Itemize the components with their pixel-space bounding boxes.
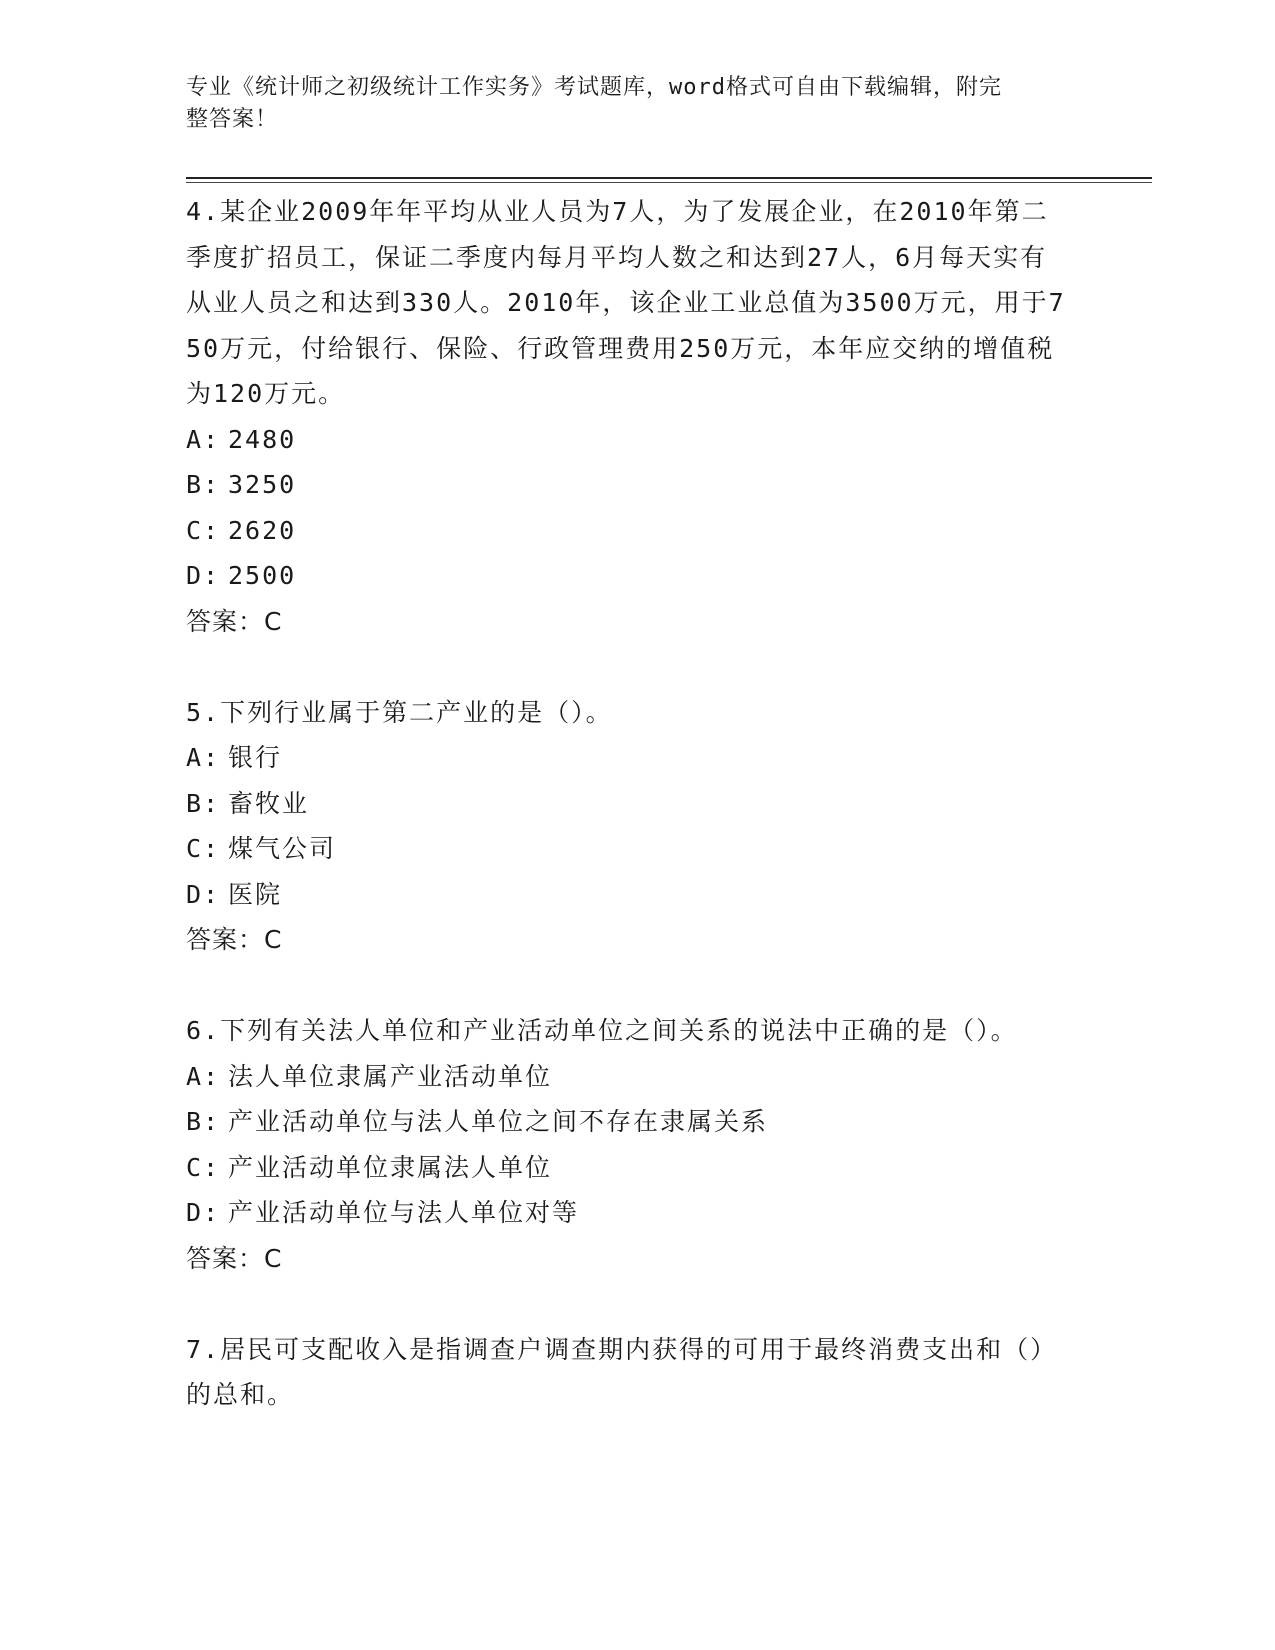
option-letter: A: [186,743,221,772]
option-text: 3250 [228,470,297,499]
question-6 [186,1008,1086,1281]
option-letter: C: [186,515,221,545]
option-letter: D: [186,1198,221,1227]
header-line-1: 专业《统计师之初级统计工作实务》考试题库，word格式可自由下载编辑，附完 [186,75,1002,100]
option-text: 2480 [228,424,297,454]
option-c [186,1145,1086,1191]
option-d [186,553,1086,599]
page-header [186,72,1066,136]
question-stem: 7.居民可支配收入是指调查户调查期内获得的可用于最终消费支出和（）的总和。 [186,1334,1058,1409]
option-text: 产业活动单位隶属法人单位 [228,1152,553,1182]
option-text: 产业活动单位与法人单位之间不存在隶属关系 [228,1107,769,1136]
option-text: 医院 [228,879,283,909]
option-a [186,735,1086,781]
option-c [186,826,1086,872]
question-stem: 6.下列有关法人单位和产业活动单位之间关系的说法中正确的是（）。 [186,1016,1018,1045]
answer-line: 答案：C [186,1243,283,1273]
option-letter: C: [186,1152,221,1182]
option-c [186,508,1086,554]
option-d [186,872,1086,918]
question-gap [186,1281,1086,1327]
option-b [186,781,1086,827]
question-7 [186,1327,1086,1418]
option-letter: D: [186,879,221,909]
question-stem: 5.下列行业属于第二产业的是（）。 [186,697,613,727]
header-divider [186,177,1152,179]
option-letter: B: [186,788,221,818]
question-stem: 4.某企业2009年年平均从业人员为7人，为了发展企业，在2010年第二季度扩招员工，保证二季度内每月平均人数之和达到27人，6月每天实有从业人员之和达到330人。2010年，该企业工业总值为3500万元，用于750万元，付给银行、保险、行政管理费用250万元，本年应交纳的增值税为120万元。 [186,197,1066,408]
option-text: 2620 [228,515,297,545]
question-gap [186,644,1086,690]
option-b [186,462,1086,508]
option-text: 煤气公司 [228,834,337,863]
question-4 [186,189,1086,644]
header-line-2: 整答案！ [186,107,279,132]
question-list [186,189,1086,1418]
option-text: 畜牧业 [228,788,310,818]
option-letter: A: [186,424,221,454]
header-divider-thin [186,182,1152,183]
option-text: 2500 [228,561,297,590]
option-text: 产业活动单位与法人单位对等 [228,1198,580,1227]
option-text: 法人单位隶属产业活动单位 [228,1061,553,1091]
option-letter: B: [186,470,221,499]
option-letter: B: [186,1107,221,1136]
option-letter: A: [186,1061,221,1091]
option-text: 银行 [228,743,283,772]
answer-line: 答案：C [186,925,283,954]
option-letter: C: [186,834,221,863]
option-b [186,1099,1086,1145]
answer-line: 答案：C [186,606,283,636]
option-letter: D: [186,561,221,590]
option-a [186,417,1086,463]
question-gap [186,963,1086,1009]
option-a [186,1054,1086,1100]
option-d [186,1190,1086,1236]
question-5 [186,690,1086,963]
